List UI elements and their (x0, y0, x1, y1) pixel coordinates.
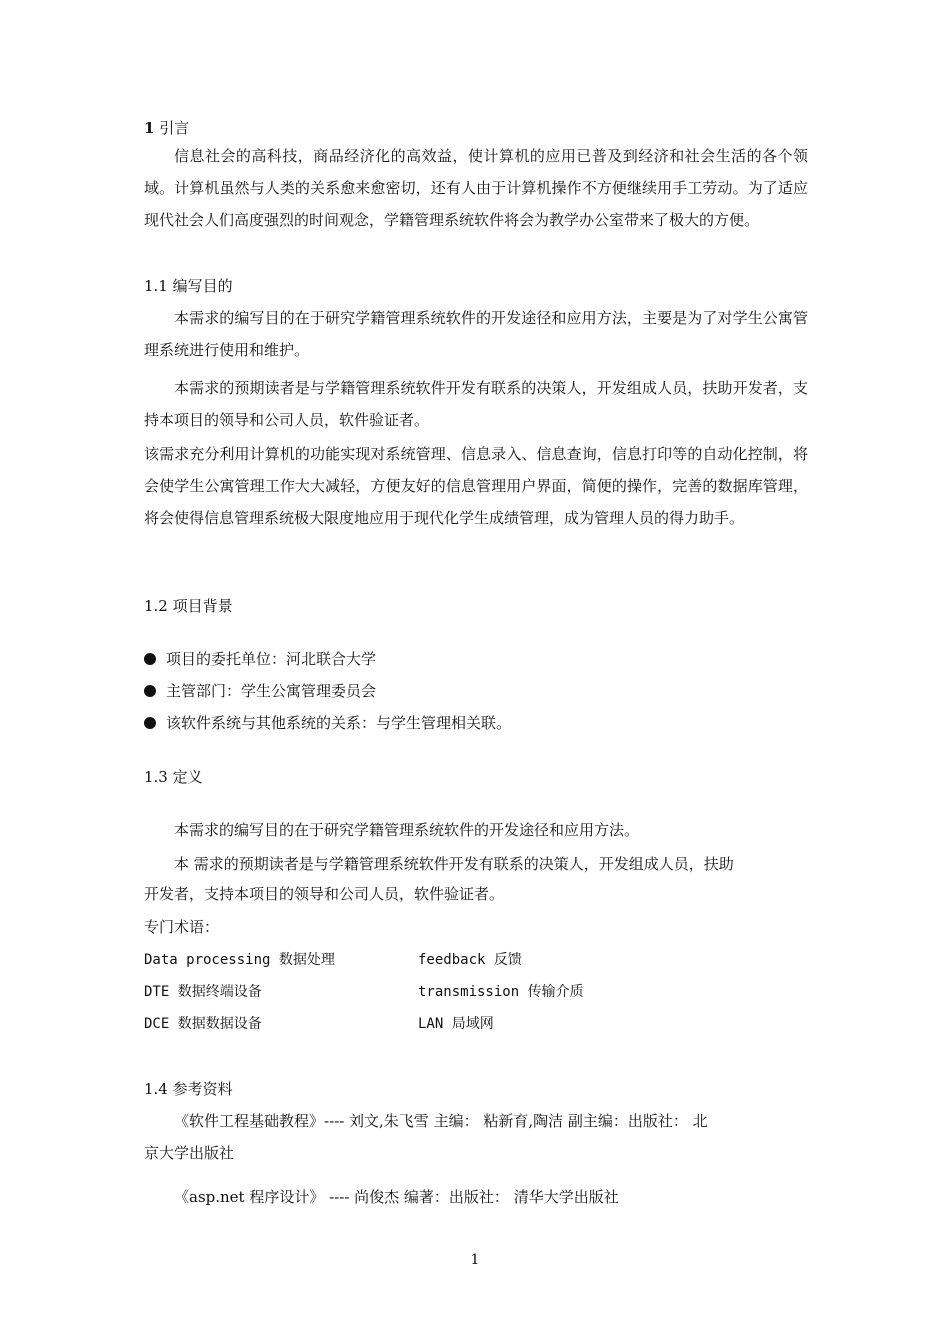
term-right: LAN 局域网 (418, 1016, 494, 1032)
s11-paragraph-1: 本需求的编写目的在于研究学籍管理系统软件的开发途径和应用方法，主要是为了对学生公寓管理系统进行使用和维护。 (144, 309, 808, 359)
intro-paragraph: 信息社会的高科技，商品经济化的高效益，使计算机的应用已普及到经济和社会生活的各个领域。计算机虽然与人类的关系愈来愈密切，还有人由于计算机操作不方便继续用手工劳动。为了适应现代社会人们高度强烈的时间观念，学籍管理系统软件将会为教学办公室带来了极大的方便。 (144, 147, 808, 229)
bullet-dot-icon (144, 653, 156, 665)
s13-paragraph-2-line-1: 本 需求的预期读者是与学籍管理系统软件开发有联系的决策人，开发组成人员，扶助 (174, 855, 734, 873)
s11-paragraph-2: 本需求的预期读者是与学籍管理系统软件开发有联系的决策人，开发组成人员，扶助开发者，支持本项目的领导和公司人员，软件验证者。 (144, 379, 808, 429)
bullet-item: 主管部门：学生公寓管理委员会 (144, 681, 744, 701)
reference-1-line-2: 京大学出版社 (144, 1144, 235, 1162)
term-left: DCE 数据数据设备 (144, 1016, 262, 1032)
bullet-item: 该软件系统与其他系统的关系：与学生管理相关联。 (144, 713, 744, 733)
section-1-3-heading: 1.3 定义 (144, 768, 203, 786)
reference-1-line-1: 《软件工程基础教程》---- 刘文,朱飞雪 主编： 粘新育,陶洁 副主编：出版社： 北 (174, 1112, 708, 1130)
section-title: 引言 (159, 119, 190, 137)
bullet-item: 项目的委托单位：河北联合大学 (144, 649, 744, 669)
term-left: DTE 数据终端设备 (144, 984, 262, 1000)
term-right: transmission 传输介质 (418, 984, 584, 1000)
reference-2: 《asp.net 程序设计》 ---- 尚俊杰 编著：出版社： 清华大学出版社 (174, 1188, 619, 1206)
s13-paragraph-1: 本需求的编写目的在于研究学籍管理系统软件的开发途径和应用方法。 (174, 821, 640, 839)
term-left: Data processing 数据处理 (144, 952, 335, 968)
bullet-dot-icon (144, 717, 156, 729)
section-1-1-heading: 1.1 编写目的 (144, 277, 233, 295)
section-number: 1 (144, 119, 155, 137)
section-1-2-heading: 1.2 项目背景 (144, 597, 233, 615)
section-1-4-heading: 1.4 参考资料 (144, 1080, 233, 1098)
terms-label: 专门术语： (144, 918, 220, 936)
s13-paragraph-2-line-2: 开发者，支持本项目的领导和公司人员，软件验证者。 (144, 885, 505, 903)
bullet-dot-icon (144, 685, 156, 697)
term-right: feedback 反馈 (418, 952, 522, 968)
section-1-heading (144, 118, 808, 138)
s11-paragraph-3: 该需求充分利用计算机的功能实现对系统管理、信息录入、信息查询，信息打印等的自动化控制，将会使学生公寓管理工作大大减轻，方便友好的信息管理用户界面，简便的操作，完善的数据库管理，将会使得信息管理系统极大限度地应用于现代化学生成绩管理，成为管理人员的得力助手。 (144, 445, 808, 527)
page-number: 1 (470, 1252, 480, 1268)
